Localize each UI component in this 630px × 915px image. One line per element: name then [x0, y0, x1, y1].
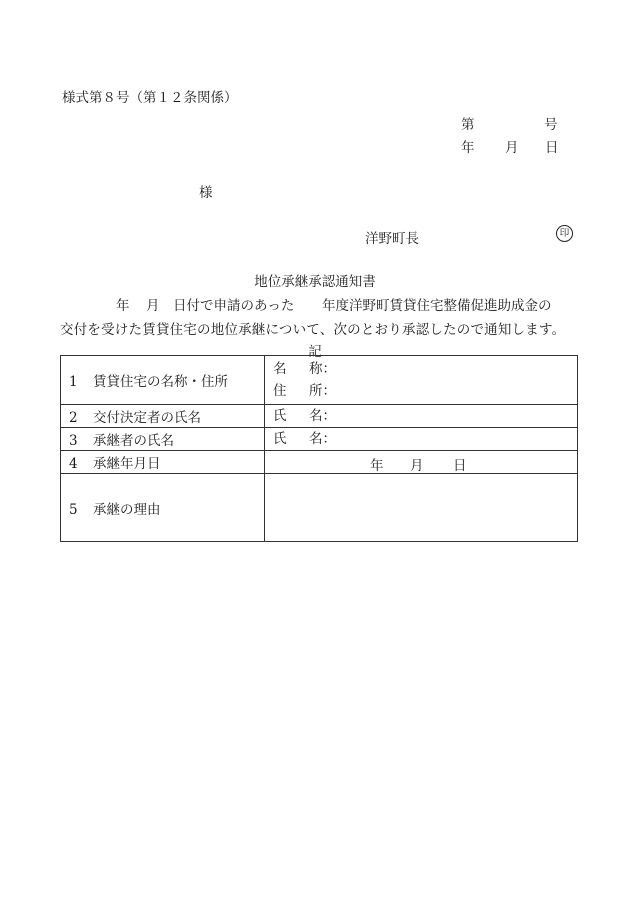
housing-name-label-a: 名 — [273, 361, 287, 377]
table-row — [61, 474, 578, 542]
issue-date-year: 年 — [461, 140, 475, 156]
row-label-cell — [61, 356, 265, 405]
housing-address-label-a: 住 — [273, 383, 287, 399]
row-number: 3 — [69, 433, 78, 449]
table-row — [61, 356, 578, 405]
name-label-b: 名： — [309, 408, 336, 424]
row-label: 承継年月日 — [93, 456, 161, 472]
succession-date-year: 年 — [370, 458, 384, 474]
row-number: 1 — [69, 374, 78, 390]
name-label-a: 氏 — [273, 408, 287, 424]
housing-name-field — [265, 358, 577, 380]
housing-info-cell — [265, 356, 578, 405]
row-label: 交付決定者の氏名 — [93, 410, 201, 426]
body-line1-fiscal-year-text: 年度洋野町賃貸住宅整備促進助成金の — [322, 298, 552, 314]
succession-reason-cell — [265, 474, 578, 542]
housing-address-field — [265, 380, 577, 402]
body-line1-text: 日付で申請のあった — [173, 298, 295, 314]
document-number-prefix: 第 — [461, 117, 475, 133]
row-label-cell — [61, 474, 265, 542]
succession-date-day: 日 — [453, 458, 467, 474]
document-title: 地位承継承認通知書 — [254, 274, 376, 290]
table-row — [61, 451, 578, 474]
issue-date-month: 月 — [505, 140, 519, 156]
row-label-cell — [61, 405, 265, 428]
succession-date-cell — [265, 451, 578, 474]
details-table — [60, 355, 578, 542]
grantee-name-field — [265, 405, 577, 427]
body-line2-text: 交付を受けた賃貸住宅の地位承継について、次のとおり承認したので通知します。 — [60, 322, 566, 338]
row-label: 賃貸住宅の名称・住所 — [93, 374, 228, 390]
row-label-cell — [61, 428, 265, 451]
row-number: 5 — [69, 501, 78, 518]
form-number: 様式第８号（第１２条関係） — [62, 90, 238, 106]
addressee-honorific: 様 — [199, 185, 213, 201]
document-number-suffix: 号 — [544, 117, 558, 133]
grantee-name-cell — [265, 405, 578, 428]
housing-address-label-b: 所： — [309, 383, 336, 399]
table-row — [61, 428, 578, 451]
name-label-a: 氏 — [273, 431, 287, 447]
housing-name-label-b: 称： — [309, 361, 336, 377]
row-number: 2 — [69, 410, 78, 426]
body-year: 年 — [116, 298, 130, 314]
seal-icon: 印 — [556, 225, 573, 242]
row-label: 承継の理由 — [93, 501, 161, 518]
name-label-b: 名： — [309, 431, 336, 447]
row-number: 4 — [69, 456, 78, 472]
successor-name-cell — [265, 428, 578, 451]
table-row — [61, 405, 578, 428]
issue-date-day: 日 — [545, 140, 559, 156]
row-label-cell — [61, 451, 265, 474]
succession-date-month: 月 — [410, 458, 424, 474]
body-month: 月 — [146, 298, 160, 314]
row-label: 承継者の氏名 — [93, 433, 174, 449]
successor-name-field — [265, 428, 577, 450]
sender-title: 洋野町長 — [365, 231, 419, 247]
ki-heading: 記 — [308, 344, 322, 360]
